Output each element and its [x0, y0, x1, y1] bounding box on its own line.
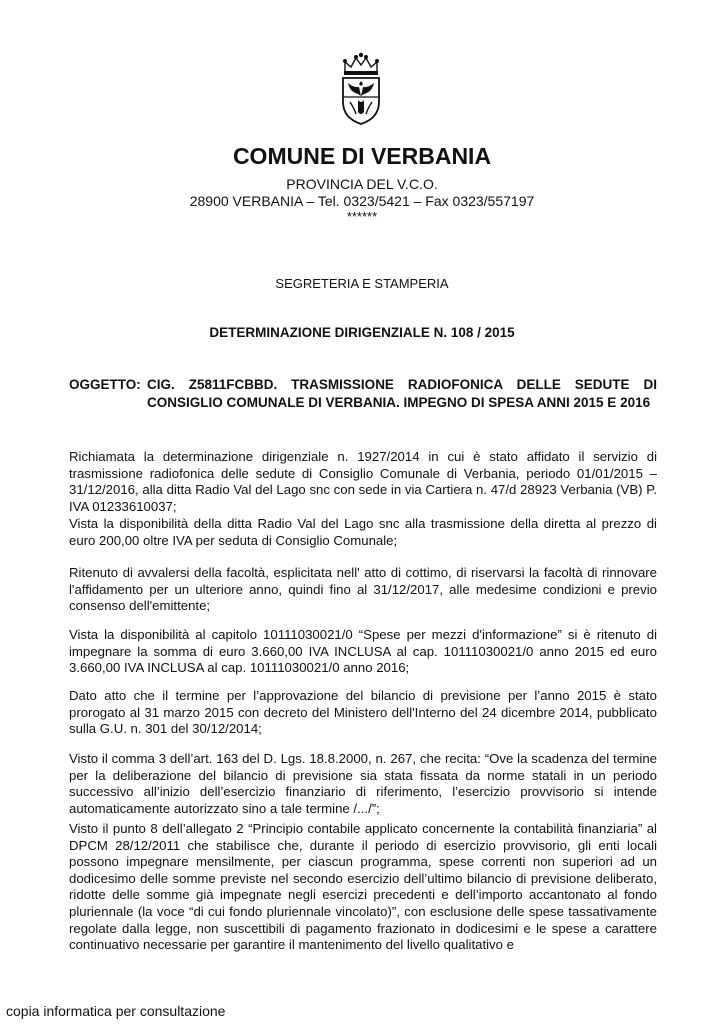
paragraph: Vista la disponibilità della ditta Radio Val del Lago snc alla trasmissione della diretta al prezzo di euro 200,00 oltre IVA per seduta di Consiglio Comunale;: [69, 516, 657, 548]
paragraph: Visto il comma 3 dell’art. 163 del D. Lgs. 18.8.2000, n. 267, che recita: “Ove la scadenza del termine per la deliberazione del bilancio di previsione sia stata fissata da norme statali in un periodo successivo all’inizio dell’esercizio finanziario di riferimento, l’esercizio provvisorio si intende automaticamente autorizzato sino a tale termine /.../”;: [69, 751, 657, 816]
municipal-crest-icon: [336, 52, 386, 126]
office-name: SEGRETERIA E STAMPERIA: [275, 276, 449, 291]
subject-label: OGGETTO:: [69, 377, 141, 392]
footer-note: copia informatica per consultazione: [6, 1003, 226, 1019]
subject-text: CIG. Z5811FCBBD. TRASMISSIONE RADIOFONICA DELLE SEDUTE DI CONSIGLIO COMUNALE DI VERBANIA. IMPEGNO DI SPESA ANNI 2015 E 2016: [147, 377, 657, 410]
header-separator: ******: [346, 209, 378, 224]
document-title: COMUNE DI VERBANIA: [232, 143, 492, 169]
paragraph: Ritenuto di avvalersi della facoltà, esplicitata nell' atto di cottimo, di riservarsi la facoltà di rinnovare l'affidamento per un ulteriore anno, quindi fino al 31/12/2017, alle medesime condizioni e previo consenso dell'emittente;: [69, 565, 657, 614]
determination-heading: DETERMINAZIONE DIRIGENZIALE N. 108 / 2015: [209, 325, 515, 340]
paragraph: Richiamata la determinazione dirigenziale n. 1927/2014 in cui è stato affidato il servizio di trasmissione radiofonica delle sedute di Consiglio Comunale di Verbania, periodo 01/01/2015 – 31/12/2016, alla ditta Radio Val del Lago snc con sede in via Cartiera n. 47/d 28923 Verbania (VB) P. IVA 01233610037;: [69, 449, 657, 514]
paragraph: Vista la disponibilità al capitolo 10111030021/0 “Spese per mezzi d'informazione” si è ritenuto di impegnare la somma di euro 3.660,00 IVA INCLUSA al cap. 10111030021/0 anno 2015 ed euro 3.660,00 IVA INCLUSA al cap. 10111030021/0 anno 2016;: [69, 627, 657, 676]
paragraph: Visto il punto 8 dell’allegato 2 “Principio contabile applicato concernente la contabilità finanziaria” al DPCM 28/12/2011 che stabilisce che, durante il periodo di esercizio provvisorio, gli enti locali possono impegnare mensilmente, per ciascun programma, spese correnti non superiori ad un dodicesimo delle somme previste nel secondo esercizio dell’ultimo bilancio di previsione deliberato, ridotte delle somme già impegnate negli esercizi precedenti e dell’importo accantonato al fondo pluriennale (la voce “di cui fondo pluriennale vincolato)”, con esclusione delle spese tassativamente regolate dalla legge, non suscettibili di pagamento frazionato in dodicesimi e le spese a carattere continuativo necessarie per garantire il mantenimento del livello qualitativo e: [69, 821, 657, 953]
paragraph: Dato atto che il termine per l’approvazione del bilancio di previsione per l’anno 2015 è stato prorogato al 31 marzo 2015 con decreto del Ministero dell'Interno del 24 dicembre 2014, pubblicato sulla G.U. n. 301 del 30/12/2014;: [69, 688, 657, 737]
address-line: 28900 VERBANIA – Tel. 0323/5421 – Fax 0323/557197: [189, 193, 535, 209]
subject-block: [69, 376, 657, 411]
province-line: PROVINCIA DEL V.C.O.: [286, 176, 438, 192]
